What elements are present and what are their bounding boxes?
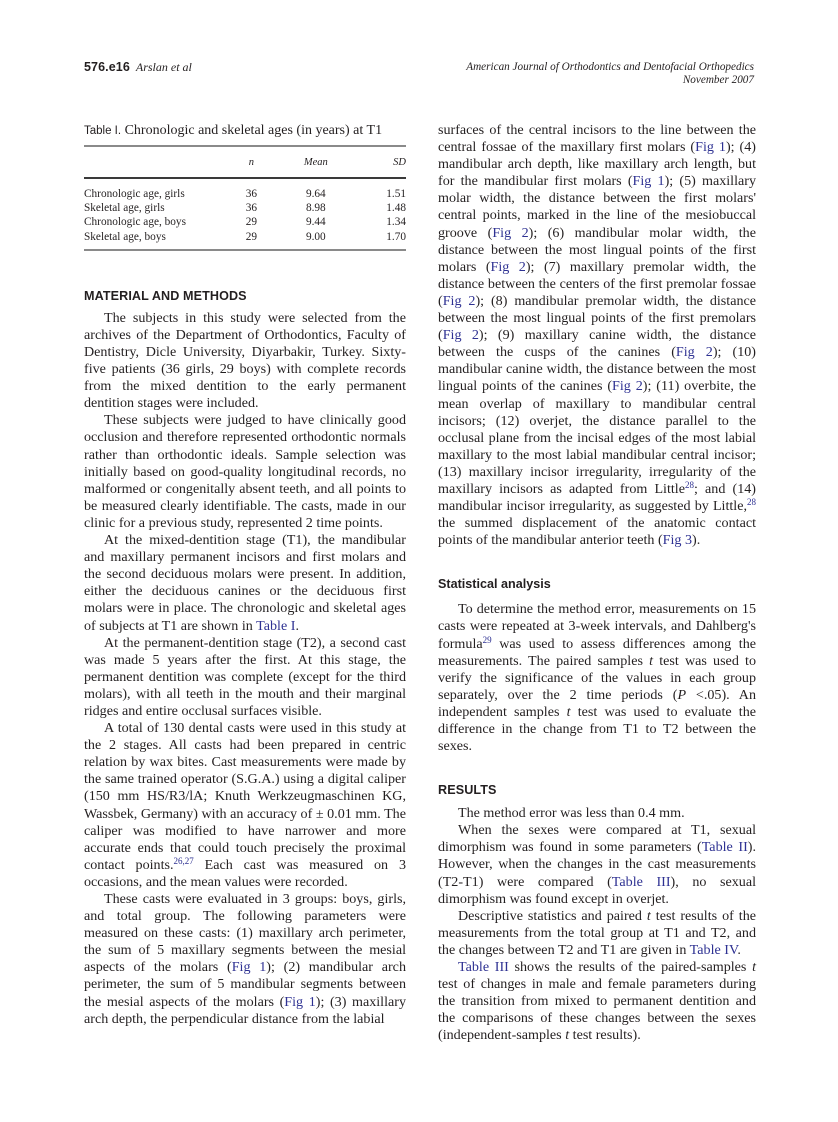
text: . xyxy=(737,941,741,958)
text: ). xyxy=(692,532,701,549)
text: t xyxy=(646,907,651,924)
methods-paragraph-6 xyxy=(84,891,406,1028)
cell-mean: 9.64 xyxy=(305,188,326,200)
statistics-paragraph xyxy=(438,601,756,755)
issue-date: November 2007 xyxy=(682,74,754,86)
table-row xyxy=(84,178,406,201)
table-1-label: Table I. xyxy=(84,125,122,137)
table-1 xyxy=(84,145,406,251)
text: Descriptive statistics and paired xyxy=(458,907,647,924)
text: t xyxy=(565,1027,570,1044)
section-heading-methods: MATERIAL AND METHODS xyxy=(84,288,247,303)
cell-n: 29 xyxy=(229,230,274,250)
methods-paragraph-3 xyxy=(84,532,406,635)
text: ); (6) mandibular molar width, the distance between the most lingual points of the first molars ( xyxy=(438,224,756,275)
running-head-left xyxy=(84,60,192,75)
fig-2-link[interactable]: Fig 2 xyxy=(675,344,713,361)
text: . xyxy=(295,617,299,634)
table-row xyxy=(84,201,406,215)
left-column xyxy=(84,122,406,1028)
fig-2-link[interactable]: Fig 2 xyxy=(612,378,643,395)
text: ); (9) maxillary canine width, the distance between the cusps of the canines ( xyxy=(438,327,756,361)
citation-link[interactable]: 28 xyxy=(747,497,756,508)
fig-2-link[interactable]: Fig 2 xyxy=(492,224,529,241)
column-header-label xyxy=(84,146,229,178)
text: t xyxy=(752,959,756,976)
text: ); (2) mandibular arch perimeter, the sum of 5 mandibular segments between the mesial aspects of the molars ( xyxy=(84,959,406,1010)
text: ); (8) mandibular premolar width, the distance between the most lingual points of the first premolars ( xyxy=(438,292,757,344)
text: test results of the measurements from the total group at T1 and T2, and the changes between T2 and T1 are given in xyxy=(438,907,756,958)
text: When the sexes were compared at T1, sexual dimorphism was found in some parameters ( xyxy=(438,822,756,856)
page-number: 576.e16 xyxy=(84,60,130,74)
table-header-row xyxy=(84,146,406,178)
citation-link[interactable]: 29 xyxy=(482,634,492,645)
table-2-link[interactable]: Table II xyxy=(701,839,748,856)
row-label: Skeletal age, boys xyxy=(84,230,229,250)
fig-2-link[interactable]: Fig 2 xyxy=(490,258,526,275)
table-1-caption xyxy=(84,122,406,140)
subsection-heading-statistics: Statistical analysis xyxy=(438,577,551,592)
column-header-sd: SD xyxy=(358,146,406,178)
methods-paragraph-4: At the permanent-dentition stage (T2), a second cast was made 5 years after the first. At this stage, the permanent dentition was complete (except for the third molars), with all teeth in the mouth and their marginal ridges and entire occlusal surfaces visible. xyxy=(84,634,406,719)
running-head xyxy=(84,60,754,100)
citation-link[interactable]: 26,27 xyxy=(173,855,194,866)
fig-1-link[interactable]: Fig 1 xyxy=(231,959,267,976)
text: ); (4) mandibular arch depth, like maxillary arch length, but for the mandibular first molars ( xyxy=(438,139,756,190)
citation-link[interactable]: 28 xyxy=(684,479,694,490)
text: test was used to verify the significance of the values in each group separately, over the 2 time periods ( xyxy=(438,652,756,703)
cell-sd: 1.70 xyxy=(358,230,406,250)
cell-mean: 8.98 xyxy=(305,202,326,215)
text: the summed displacement of the anatomic contact points of the mandibular anterior teeth ( xyxy=(438,515,756,549)
table-3-link[interactable]: Table III xyxy=(458,959,509,976)
cell-mean: 9.00 xyxy=(274,230,358,250)
text: was used to assess differences among the measurements. The paired samples xyxy=(438,635,756,669)
table-row xyxy=(84,230,406,250)
methods-paragraph-2: These subjects were judged to have clinically good occlusion and therefore represented orthodontic normals rather than orthodontic ideals. Sample selection was initially based on good-quality longitudinal records, no malformed or congenitally absent teeth, and all points to be measured clearly identifiable. The casts, made in our clinic for a previous study, represented 2 time points. xyxy=(84,412,406,531)
text: ); (3) maxillary arch depth, the perpendicular distance from the labial xyxy=(84,993,406,1027)
text: P xyxy=(677,686,687,703)
running-head-authors: Arslan et al xyxy=(135,60,192,74)
fig-2-link[interactable]: Fig 2 xyxy=(442,292,476,309)
table-row xyxy=(84,215,406,229)
row-label: Chronologic age, girls xyxy=(84,188,185,200)
text: ); (7) maxillary premolar width, the distance between the centers of the first premolar fossae ( xyxy=(438,258,756,309)
text: t xyxy=(566,703,571,720)
text: ); (5) maxillary molar width, the distance between the first molars' central points, marked in the line of the mesiobuccal groove ( xyxy=(438,173,756,241)
cell-sd: 1.48 xyxy=(386,202,406,215)
table-1-title: Chronologic and skeletal ages (in years) at T1 xyxy=(124,123,383,138)
results-paragraph-4 xyxy=(438,959,756,1044)
text: To determine the method error, measurements on 15 casts were repeated at 3-week intervals, and Dahlberg's formula xyxy=(438,601,756,652)
running-head-right xyxy=(466,61,754,87)
text: t xyxy=(649,652,654,669)
cell-n: 36 xyxy=(245,202,258,215)
text: A total of 130 dental casts were used in this study at the 2 stages. All casts had been prepared in centric relation by wax bites. Cast measurements were made by the same trained operator (S.G.A.) using a digital caliper (150 mm HS/R3/lA; Knuth Werkzeugmaschinen KG, Wassbek, Germany) with an accuracy of ± 0.01 mm. The caliper was modified to have narrower and more accurate ends that could touch precisely the proximal contact points. xyxy=(84,720,406,873)
fig-2-link[interactable]: Fig 2 xyxy=(442,327,479,344)
section-heading-results: RESULTS xyxy=(438,783,497,798)
text: test results). xyxy=(569,1027,641,1044)
cell-n: 36 xyxy=(245,188,258,200)
methods-paragraph-5 xyxy=(84,720,406,891)
fig-1-link[interactable]: Fig 1 xyxy=(284,993,316,1010)
text: ); (10) mandibular canine width, the distance between the most lingual points of the canines ( xyxy=(438,344,756,395)
text: test of changes in male and female parameters during the transition from mixed to permanent dentition and the comparisons of these changes between the sexes (independent-samples xyxy=(438,976,756,1044)
cell-mean: 9.44 xyxy=(305,216,326,229)
cell-n: 29 xyxy=(245,216,258,229)
row-label: Chronologic age, boys xyxy=(84,216,186,229)
text: shows the results of the paired-samples xyxy=(508,959,753,976)
table-1-link[interactable]: Table I xyxy=(256,617,296,634)
cell-sd: 1.51 xyxy=(386,188,406,200)
text: ), no sexual dimorphism was found except in overjet. xyxy=(438,873,756,907)
methods-paragraph-1: The subjects in this study were selected from the archives of the Department of Orthodontics, Faculty of Dentistry, Dicle University, Diyarbakir, Turkey. Sixty-five patients (36 girls, 29 boys) with complete records from the mixed dentition to the early permanent dentition stages were included. xyxy=(84,309,406,412)
results-paragraph-1: The method error was less than 0.4 mm. xyxy=(458,805,685,822)
table-4-link[interactable]: Table IV xyxy=(689,941,738,958)
text: ). However, when the changes in the cast measurements (T2-T1) were compared ( xyxy=(438,839,756,890)
methods-paragraph-6-continued xyxy=(438,122,756,549)
fig-1-link[interactable]: Fig 1 xyxy=(695,139,726,156)
text: ); (11) overbite, the mean overlap of maxillary to mandibular central incisors; (12) overjet, the distance parallel to the occlusal plane from the incisal edges of the most labial maxillary to the most labial mandibular central incisor; (13) maxillary incisor irregularity, irregularity of the maxillary incisors as adapted from Little xyxy=(438,378,756,497)
column-header-n: n xyxy=(229,146,274,178)
row-label: Skeletal age, girls xyxy=(84,202,165,215)
text: Each cast was measured on 3 occasions, and the mean values were recorded. xyxy=(84,856,407,890)
results-paragraph-2 xyxy=(438,822,756,907)
fig-1-link[interactable]: Fig 1 xyxy=(632,173,665,190)
results-paragraph-3 xyxy=(438,908,756,959)
text: <.05). An independent samples xyxy=(438,686,756,720)
text: test was used to evaluate the difference in the change from T1 to T2 between the sexes. xyxy=(438,703,756,755)
text: surfaces of the central incisors to the line between the central fossae of the maxillary first molars ( xyxy=(438,122,756,156)
column-header-mean: Mean xyxy=(274,146,358,178)
fig-3-link[interactable]: Fig 3 xyxy=(662,532,693,549)
right-column xyxy=(438,122,756,1045)
text: At the mixed-dentition stage (T1), the mandibular and maxillary permanent incisors and first molars and the second deciduous molars were present. In addition, either the deciduous canines or the deciduous first molars were in place. The chronologic and skeletal ages of subjects at T1 are shown in xyxy=(84,532,406,634)
text: These casts were evaluated in 3 groups: boys, girls, and total group. The following parameters were measured on these casts: (1) maxillary arch perimeter, the sum of 5 maxillary segments between the mesial aspects of the molars ( xyxy=(84,891,406,976)
table-3-link[interactable]: Table III xyxy=(611,873,671,890)
cell-sd: 1.34 xyxy=(386,216,406,229)
text: ; and (14) mandibular incisor irregularity, as suggested by Little, xyxy=(438,480,756,515)
journal-title: American Journal of Orthodontics and Dentofacial Orthopedics xyxy=(466,61,754,73)
